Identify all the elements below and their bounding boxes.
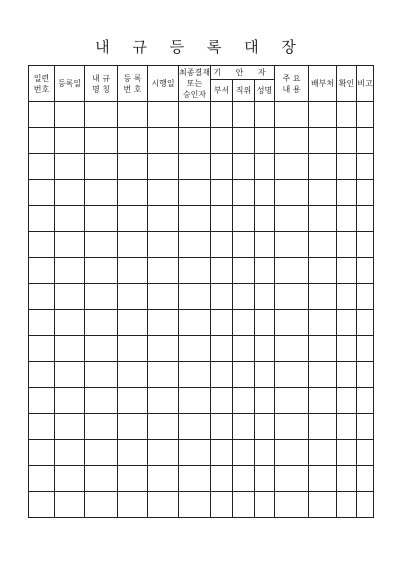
table-cell[interactable]: [309, 284, 337, 310]
table-cell[interactable]: [85, 180, 118, 206]
table-cell[interactable]: [275, 440, 309, 466]
table-cell[interactable]: [29, 414, 55, 440]
table-cell[interactable]: [85, 154, 118, 180]
table-cell[interactable]: [148, 258, 179, 284]
table-cell[interactable]: [55, 414, 85, 440]
table-cell[interactable]: [211, 466, 233, 492]
table-cell[interactable]: [233, 362, 255, 388]
table-cell[interactable]: [275, 310, 309, 336]
table-row: [29, 284, 374, 310]
table-cell[interactable]: [275, 284, 309, 310]
table-cell[interactable]: [337, 154, 357, 180]
table-cell[interactable]: [55, 466, 85, 492]
table-cell[interactable]: [255, 206, 275, 232]
document-title: 내 규 등 록 대 장: [95, 38, 305, 56]
table-cell[interactable]: [211, 440, 233, 466]
table-cell[interactable]: [357, 284, 374, 310]
table-cell[interactable]: [55, 232, 85, 258]
col-serial-number: 일련 번호: [29, 66, 55, 102]
table-cell[interactable]: [357, 310, 374, 336]
table-cell[interactable]: [148, 102, 179, 128]
table-row: [29, 310, 374, 336]
table-cell[interactable]: [211, 258, 233, 284]
table-cell[interactable]: [309, 492, 337, 518]
table-cell[interactable]: [255, 128, 275, 154]
table-cell[interactable]: [211, 492, 233, 518]
table-cell[interactable]: [275, 206, 309, 232]
table-cell[interactable]: [211, 284, 233, 310]
table-cell[interactable]: [233, 388, 255, 414]
table-row: [29, 180, 374, 206]
table-row: [29, 232, 374, 258]
table-cell[interactable]: [211, 388, 233, 414]
table-cell[interactable]: [275, 258, 309, 284]
table-cell[interactable]: [148, 232, 179, 258]
table-cell[interactable]: [255, 362, 275, 388]
col-drafter-group: 기 안 자: [211, 66, 275, 80]
table-cell[interactable]: [179, 362, 211, 388]
table-row: [29, 336, 374, 362]
table-cell[interactable]: [29, 336, 55, 362]
table-cell[interactable]: [29, 310, 55, 336]
table-cell[interactable]: [29, 128, 55, 154]
table-cell[interactable]: [85, 440, 118, 466]
table-row: [29, 466, 374, 492]
table-cell[interactable]: [233, 284, 255, 310]
table-cell[interactable]: [233, 336, 255, 362]
table-cell[interactable]: [148, 206, 179, 232]
table-cell[interactable]: [179, 206, 211, 232]
table-cell[interactable]: [148, 362, 179, 388]
table-cell[interactable]: [179, 414, 211, 440]
table-cell[interactable]: [118, 388, 148, 414]
table-cell[interactable]: [255, 258, 275, 284]
table-cell[interactable]: [85, 310, 118, 336]
table-cell[interactable]: [337, 414, 357, 440]
table-cell[interactable]: [29, 284, 55, 310]
col-drafter-position: 직위: [233, 80, 255, 102]
table-cell[interactable]: [309, 362, 337, 388]
table-cell[interactable]: [357, 154, 374, 180]
table-cell[interactable]: [118, 492, 148, 518]
table-cell[interactable]: [309, 310, 337, 336]
table-cell[interactable]: [118, 154, 148, 180]
table-cell[interactable]: [55, 102, 85, 128]
table-cell[interactable]: [55, 310, 85, 336]
table-cell[interactable]: [85, 232, 118, 258]
col-distribution: 배부처: [309, 66, 337, 102]
table-cell[interactable]: [309, 388, 337, 414]
table-cell[interactable]: [211, 128, 233, 154]
table-cell[interactable]: [211, 154, 233, 180]
table-cell[interactable]: [255, 310, 275, 336]
table-cell[interactable]: [29, 180, 55, 206]
table-cell[interactable]: [148, 466, 179, 492]
table-cell[interactable]: [357, 206, 374, 232]
table-cell[interactable]: [179, 284, 211, 310]
table-cell[interactable]: [255, 492, 275, 518]
table-row: [29, 492, 374, 518]
table-cell[interactable]: [309, 440, 337, 466]
table-cell[interactable]: [55, 336, 85, 362]
table-cell[interactable]: [337, 310, 357, 336]
table-cell[interactable]: [309, 180, 337, 206]
table-cell[interactable]: [148, 154, 179, 180]
table-cell[interactable]: [233, 258, 255, 284]
table-cell[interactable]: [275, 336, 309, 362]
col-effective-date: 시행일: [148, 66, 179, 102]
table-cell[interactable]: [211, 310, 233, 336]
table-cell[interactable]: [337, 388, 357, 414]
col-registration-date: 등록일: [55, 66, 85, 102]
table-cell[interactable]: [55, 154, 85, 180]
table-cell[interactable]: [179, 180, 211, 206]
table-cell[interactable]: [255, 336, 275, 362]
table-cell[interactable]: [233, 154, 255, 180]
table-cell[interactable]: [337, 232, 357, 258]
table-cell[interactable]: [309, 154, 337, 180]
table-cell[interactable]: [255, 154, 275, 180]
table-cell[interactable]: [118, 310, 148, 336]
table-cell[interactable]: [337, 284, 357, 310]
table-cell[interactable]: [309, 102, 337, 128]
col-main-content: 주 요 내 용: [275, 66, 309, 102]
table-cell[interactable]: [85, 388, 118, 414]
table-cell[interactable]: [211, 362, 233, 388]
table-cell[interactable]: [148, 440, 179, 466]
table-cell[interactable]: [85, 336, 118, 362]
table-cell[interactable]: [275, 492, 309, 518]
table-cell[interactable]: [255, 102, 275, 128]
table-cell[interactable]: [55, 362, 85, 388]
table-cell[interactable]: [118, 336, 148, 362]
table-row: [29, 362, 374, 388]
table-cell[interactable]: [357, 492, 374, 518]
table-cell[interactable]: [179, 258, 211, 284]
table-cell[interactable]: [357, 362, 374, 388]
table-cell[interactable]: [309, 336, 337, 362]
table-cell[interactable]: [29, 102, 55, 128]
register-table: [28, 65, 374, 518]
table-cell[interactable]: [275, 388, 309, 414]
register-body: [29, 102, 374, 518]
table-cell[interactable]: [337, 180, 357, 206]
table-cell[interactable]: [29, 206, 55, 232]
table-cell[interactable]: [357, 414, 374, 440]
table-cell[interactable]: [148, 388, 179, 414]
table-cell[interactable]: [233, 466, 255, 492]
table-cell[interactable]: [55, 180, 85, 206]
table-cell[interactable]: [357, 128, 374, 154]
table-cell[interactable]: [85, 284, 118, 310]
table-cell[interactable]: [85, 466, 118, 492]
table-cell[interactable]: [148, 284, 179, 310]
table-cell[interactable]: [309, 128, 337, 154]
table-cell[interactable]: [337, 336, 357, 362]
table-cell[interactable]: [118, 206, 148, 232]
table-cell[interactable]: [29, 466, 55, 492]
table-cell[interactable]: [309, 232, 337, 258]
table-cell[interactable]: [337, 440, 357, 466]
table-cell[interactable]: [255, 232, 275, 258]
table-cell[interactable]: [85, 362, 118, 388]
table-cell[interactable]: [211, 206, 233, 232]
table-cell[interactable]: [29, 232, 55, 258]
table-cell[interactable]: [55, 492, 85, 518]
table-cell[interactable]: [85, 206, 118, 232]
table-cell[interactable]: [179, 388, 211, 414]
col-drafter-department: 부서: [211, 80, 233, 102]
table-cell[interactable]: [275, 362, 309, 388]
col-rule-name: 내 규 명 칭: [85, 66, 118, 102]
table-cell[interactable]: [55, 284, 85, 310]
table-cell[interactable]: [148, 336, 179, 362]
table-row: [29, 414, 374, 440]
table-cell[interactable]: [211, 232, 233, 258]
table-row: [29, 388, 374, 414]
table-row: [29, 258, 374, 284]
table-cell[interactable]: [255, 284, 275, 310]
table-cell[interactable]: [118, 466, 148, 492]
table-cell[interactable]: [233, 128, 255, 154]
table-cell[interactable]: [337, 258, 357, 284]
table-cell[interactable]: [55, 258, 85, 284]
table-cell[interactable]: [211, 336, 233, 362]
table-cell[interactable]: [179, 310, 211, 336]
table-cell[interactable]: [29, 492, 55, 518]
table-cell[interactable]: [357, 180, 374, 206]
table-cell[interactable]: [118, 232, 148, 258]
table-cell[interactable]: [275, 232, 309, 258]
table-cell[interactable]: [179, 466, 211, 492]
table-cell[interactable]: [85, 102, 118, 128]
table-cell[interactable]: [357, 336, 374, 362]
table-cell[interactable]: [255, 414, 275, 440]
table-cell[interactable]: [233, 492, 255, 518]
table-cell[interactable]: [85, 492, 118, 518]
table-row: [29, 102, 374, 128]
table-cell[interactable]: [337, 206, 357, 232]
table-cell[interactable]: [29, 362, 55, 388]
table-cell[interactable]: [255, 180, 275, 206]
table-row: [29, 206, 374, 232]
table-cell[interactable]: [309, 258, 337, 284]
table-cell[interactable]: [29, 388, 55, 414]
table-cell[interactable]: [118, 362, 148, 388]
table-cell[interactable]: [211, 414, 233, 440]
table-row: [29, 154, 374, 180]
table-cell[interactable]: [55, 128, 85, 154]
col-drafter-name: 성명: [255, 80, 275, 102]
table-cell[interactable]: [29, 154, 55, 180]
table-cell[interactable]: [233, 232, 255, 258]
table-cell[interactable]: [118, 258, 148, 284]
table-cell[interactable]: [118, 128, 148, 154]
table-cell[interactable]: [357, 388, 374, 414]
table-cell[interactable]: [357, 466, 374, 492]
table-cell[interactable]: [118, 180, 148, 206]
table-cell[interactable]: [275, 154, 309, 180]
table-cell[interactable]: [275, 102, 309, 128]
table-cell[interactable]: [357, 440, 374, 466]
table-cell[interactable]: [309, 466, 337, 492]
table-cell[interactable]: [29, 258, 55, 284]
table-cell[interactable]: [148, 414, 179, 440]
table-cell[interactable]: [275, 414, 309, 440]
table-cell[interactable]: [118, 284, 148, 310]
table-cell[interactable]: [357, 232, 374, 258]
table-cell[interactable]: [255, 440, 275, 466]
col-remarks: 비고: [357, 66, 374, 102]
table-cell[interactable]: [337, 362, 357, 388]
table-cell[interactable]: [118, 414, 148, 440]
table-cell[interactable]: [55, 388, 85, 414]
table-cell[interactable]: [255, 466, 275, 492]
table-cell[interactable]: [357, 258, 374, 284]
table-cell[interactable]: [309, 414, 337, 440]
table-cell[interactable]: [233, 180, 255, 206]
table-cell[interactable]: [309, 206, 337, 232]
table-cell[interactable]: [118, 102, 148, 128]
table-cell[interactable]: [337, 128, 357, 154]
table-cell[interactable]: [118, 440, 148, 466]
table-cell[interactable]: [233, 102, 255, 128]
table-cell[interactable]: [275, 180, 309, 206]
table-cell[interactable]: [179, 440, 211, 466]
col-registration-number: 등 록 번 호: [118, 66, 148, 102]
table-row: [29, 440, 374, 466]
table-row: [29, 128, 374, 154]
table-cell[interactable]: [179, 492, 211, 518]
table-cell[interactable]: [233, 440, 255, 466]
col-confirm: 확인: [337, 66, 357, 102]
table-cell[interactable]: [85, 128, 118, 154]
header-row-top: [29, 66, 374, 80]
table-cell[interactable]: [233, 206, 255, 232]
table-cell[interactable]: [357, 102, 374, 128]
table-cell[interactable]: [85, 414, 118, 440]
table-cell[interactable]: [233, 310, 255, 336]
table-cell[interactable]: [275, 128, 309, 154]
col-approver: 최종결재 또는 승인자: [179, 66, 211, 102]
table-cell[interactable]: [233, 414, 255, 440]
table-cell[interactable]: [148, 310, 179, 336]
table-cell[interactable]: [275, 466, 309, 492]
table-cell[interactable]: [148, 492, 179, 518]
table-cell[interactable]: [337, 492, 357, 518]
table-cell[interactable]: [179, 336, 211, 362]
table-cell[interactable]: [179, 102, 211, 128]
table-cell[interactable]: [148, 128, 179, 154]
table-cell[interactable]: [211, 180, 233, 206]
table-cell[interactable]: [255, 388, 275, 414]
table-cell[interactable]: [179, 128, 211, 154]
table-cell[interactable]: [85, 258, 118, 284]
table-cell[interactable]: [337, 466, 357, 492]
table-cell[interactable]: [29, 440, 55, 466]
table-cell[interactable]: [211, 102, 233, 128]
table-cell[interactable]: [55, 206, 85, 232]
table-cell[interactable]: [148, 180, 179, 206]
table-cell[interactable]: [337, 102, 357, 128]
table-cell[interactable]: [179, 232, 211, 258]
table-cell[interactable]: [179, 154, 211, 180]
table-cell[interactable]: [55, 440, 85, 466]
